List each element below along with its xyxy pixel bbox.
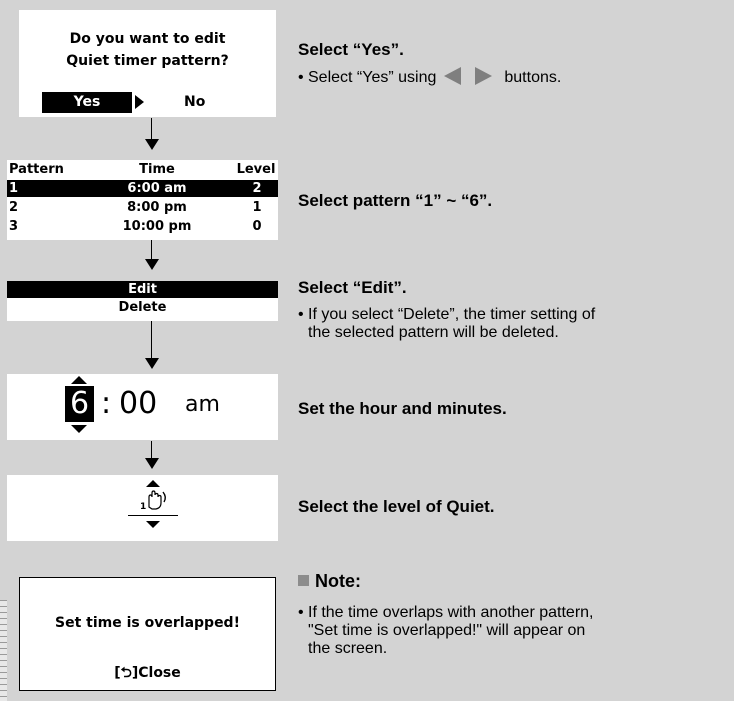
- step-3-title: Select “Edit”.: [298, 278, 407, 297]
- time-setting-screen: [7, 374, 278, 440]
- question-line-2: Quiet timer pattern?: [66, 53, 229, 69]
- note-title-text: Note:: [315, 571, 361, 591]
- note-line-2: "Set time is overlapped!" will appear on: [308, 622, 586, 639]
- step-1-title: Select “Yes”.: [298, 40, 404, 59]
- pattern-row-2[interactable]: [7, 199, 278, 216]
- minutes-field[interactable]: 00: [119, 386, 158, 421]
- step-3-bullet-line-1: If you select “Delete”, the timer setting of: [308, 306, 596, 323]
- pattern-number: 3: [9, 219, 19, 234]
- close-button[interactable]: [⮌]Close: [114, 665, 181, 681]
- right-button-icon: [475, 67, 492, 85]
- note-square-icon: [298, 575, 309, 586]
- bullet-dot: •: [298, 69, 304, 86]
- alert-message: Set time is overlapped!: [55, 615, 240, 631]
- pattern-number: 1: [9, 181, 19, 196]
- note-line-1: If the time overlaps with another pattern,: [308, 604, 594, 621]
- bullet-dot: •: [298, 604, 304, 621]
- menu-item-edit[interactable]: Edit: [7, 281, 278, 298]
- level-down-arrow-icon[interactable]: [146, 521, 160, 528]
- step-1-bullet-suffix: buttons.: [504, 69, 562, 86]
- question-line-1: Do you want to edit: [69, 31, 226, 47]
- level-underline: [128, 515, 178, 516]
- pattern-time: 6:00 am: [127, 181, 187, 196]
- header-level: Level: [236, 162, 276, 177]
- pattern-table-header: [7, 161, 278, 178]
- confirm-question: [19, 28, 276, 72]
- step-4-title: Set the hour and minutes.: [298, 399, 507, 418]
- note-line-3: the screen.: [308, 640, 388, 657]
- flow-arrow: [145, 441, 159, 470]
- selection-pointer-icon: [135, 95, 144, 109]
- level-digit: 1: [140, 502, 147, 512]
- step-3-bullet-line-2: the selected pattern will be deleted.: [308, 324, 559, 341]
- note-heading: [298, 571, 361, 592]
- menu-item-delete[interactable]: Delete: [118, 300, 167, 315]
- hour-field[interactable]: 6: [65, 386, 94, 422]
- left-button-icon: [444, 67, 461, 85]
- step-2-title: Select pattern “1” ~ “6”.: [298, 191, 493, 210]
- hour-up-arrow-icon[interactable]: [71, 376, 87, 384]
- page-edge-strip: [0, 600, 7, 701]
- overlap-alert-screen: [19, 577, 276, 691]
- quiet-level-icon: [140, 488, 170, 512]
- time-separator: :: [101, 386, 112, 421]
- header-pattern: Pattern: [9, 162, 64, 177]
- pattern-number: 2: [9, 200, 19, 215]
- pattern-time: 10:00 pm: [122, 219, 192, 234]
- header-time: Time: [139, 162, 175, 177]
- pattern-level: 1: [252, 200, 262, 215]
- step-5-title: Select the level of Quiet.: [298, 497, 495, 516]
- pattern-level: 0: [252, 219, 262, 234]
- pattern-time: 8:00 pm: [127, 200, 187, 215]
- pattern-list-screen: [7, 160, 278, 240]
- edit-menu-screen: [7, 281, 278, 321]
- confirm-edit-screen: [19, 10, 276, 117]
- ampm-field[interactable]: am: [185, 392, 220, 417]
- hour-down-arrow-icon[interactable]: [71, 425, 87, 433]
- pattern-row-3[interactable]: [7, 218, 278, 235]
- step-1-bullet: [298, 67, 718, 87]
- step-1-bullet-text: Select “Yes” using: [308, 69, 437, 86]
- pattern-level: 2: [252, 181, 262, 196]
- note-bullet: [298, 604, 718, 658]
- step-3-bullet: [298, 306, 718, 342]
- level-up-arrow-icon[interactable]: [146, 480, 160, 487]
- no-button[interactable]: No: [184, 94, 206, 110]
- flow-arrow: [145, 240, 159, 273]
- flow-arrow: [145, 321, 159, 369]
- flow-arrow: [145, 118, 159, 151]
- yes-button[interactable]: Yes: [42, 92, 132, 113]
- bullet-dot: •: [298, 306, 304, 323]
- pattern-row-1[interactable]: [7, 180, 278, 197]
- quiet-level-screen: [7, 475, 278, 541]
